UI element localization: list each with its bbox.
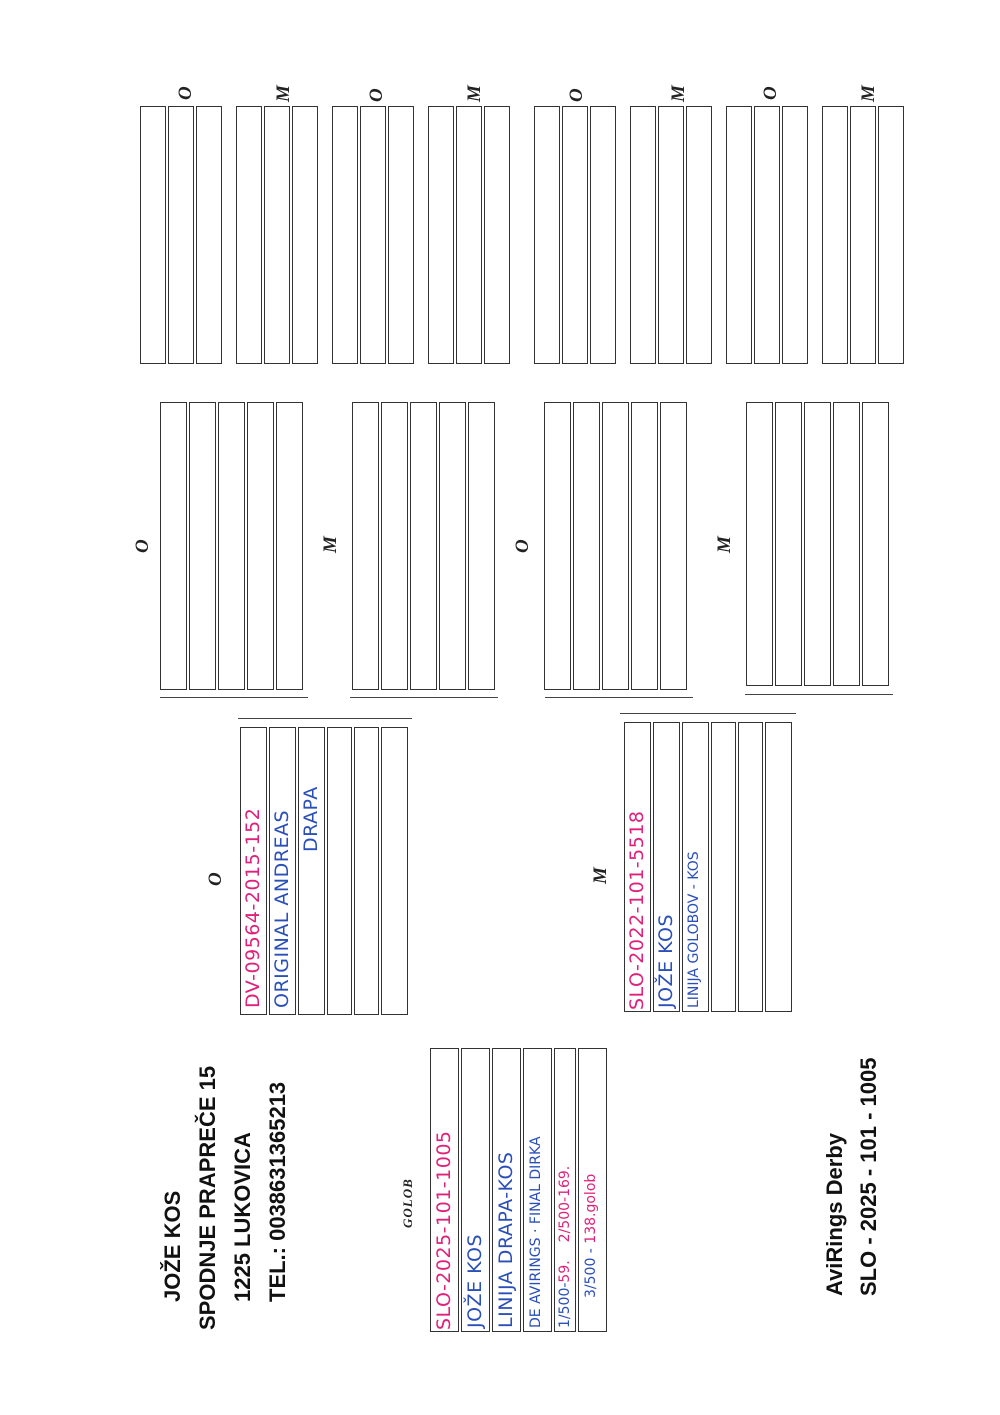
gen2-o1-box-4 bbox=[247, 402, 274, 690]
gen3-g2-box-3 bbox=[292, 106, 318, 364]
gen2-m2-box-4 bbox=[833, 402, 860, 686]
gen3-g7-box-1 bbox=[726, 106, 752, 364]
gen3-label-m-4: M bbox=[858, 85, 879, 102]
pigeon-label: GOLOB bbox=[400, 1178, 415, 1228]
gen3-g3-box-1 bbox=[332, 106, 358, 364]
pigeon-result-3 bbox=[583, 1174, 599, 1298]
owner-name: JOŽE KOS bbox=[160, 1190, 185, 1302]
gen2-o2-box-2 bbox=[573, 402, 600, 690]
gen3-g1-box-3 bbox=[196, 106, 222, 364]
pigeon-race-prefix: DE AVIRINGS bbox=[528, 1237, 544, 1328]
gen3-label-m-1: M bbox=[273, 85, 294, 102]
gen3-g6-box-1 bbox=[630, 106, 656, 364]
gen2-m1-box-4 bbox=[439, 402, 466, 690]
gen3-g3-box-3 bbox=[388, 106, 414, 364]
gen3-g7-box-2 bbox=[754, 106, 780, 364]
gen3-g5-box-2 bbox=[562, 106, 588, 364]
pigeon-results-1-2 bbox=[557, 1166, 573, 1328]
footer-ring: SLO - 2025 - 101 - 1005 bbox=[856, 1057, 881, 1296]
pigeon-result-3-suffix: 138.golob bbox=[583, 1173, 599, 1244]
gen2-m1-box-1 bbox=[352, 402, 379, 690]
gen3-g5-box-1 bbox=[534, 106, 560, 364]
gen2-m1-box-2 bbox=[381, 402, 408, 690]
gen2-divider-4 bbox=[745, 694, 893, 695]
father-line1: ORIGINAL ANDREAS bbox=[271, 809, 293, 1008]
gen3-label-o-1: O bbox=[175, 86, 196, 100]
gen3-g4-box-3 bbox=[484, 106, 510, 364]
gen3-g1-box-1 bbox=[140, 106, 166, 364]
gen2-m1-box-5 bbox=[468, 402, 495, 690]
gen2-o2-box-4 bbox=[631, 402, 658, 690]
gen2-divider-3 bbox=[545, 697, 693, 698]
pigeon-race-suffix: FINAL DIRKA bbox=[528, 1136, 544, 1225]
gen3-label-m-3: M bbox=[668, 85, 689, 102]
owner-city: 1225 LUKOVICA bbox=[230, 1132, 255, 1302]
father-line2: DRAPA bbox=[300, 786, 322, 852]
pigeon-result-3-prefix: 3/500 - bbox=[583, 1248, 599, 1298]
gen3-label-o-4: O bbox=[760, 86, 781, 100]
pigeon-ring: SLO-2025-101-1005 bbox=[433, 1130, 455, 1330]
gen3-g2-box-1 bbox=[236, 106, 262, 364]
gen2-o2-box-1 bbox=[544, 402, 571, 690]
pigeon-line: LINIJA DRAPA-KOS bbox=[495, 1151, 517, 1328]
gen2-o1-box-5 bbox=[276, 402, 303, 690]
father-ring: DV-09564-2015-152 bbox=[242, 807, 264, 1008]
gen3-g8-box-3 bbox=[878, 106, 904, 364]
father-box-3 bbox=[298, 727, 325, 1015]
mother-name: JOŽE KOS bbox=[655, 913, 677, 1008]
father-label: O bbox=[205, 872, 226, 886]
mother-label: M bbox=[590, 867, 611, 884]
gen3-label-o-2: O bbox=[366, 88, 387, 102]
pigeon-result-2: 2/500-169. bbox=[557, 1165, 573, 1243]
gen2-label-m-1: M bbox=[320, 536, 341, 553]
mother-box-6 bbox=[765, 722, 792, 1012]
gen3-g1-box-2 bbox=[168, 106, 194, 364]
gen2-o2-box-5 bbox=[660, 402, 687, 690]
gen3-label-m-2: M bbox=[464, 85, 485, 102]
mother-box-4 bbox=[711, 722, 736, 1012]
gen2-o2-box-3 bbox=[602, 402, 629, 690]
father-underline bbox=[238, 718, 412, 719]
gen3-g4-box-1 bbox=[428, 106, 454, 364]
owner-street: SPODNJE PRAPREČE 15 bbox=[195, 1065, 220, 1330]
gen2-label-m-2: M bbox=[714, 536, 735, 553]
gen2-o1-box-3 bbox=[218, 402, 245, 690]
gen2-m1-box-3 bbox=[410, 402, 437, 690]
gen2-o1-box-1 bbox=[160, 402, 187, 690]
mother-box-5 bbox=[738, 722, 763, 1012]
gen3-g4-box-2 bbox=[456, 106, 482, 364]
pigeon-result-1-prefix: 1/500- bbox=[557, 1282, 573, 1328]
gen3-g6-box-2 bbox=[658, 106, 684, 364]
gen2-m2-box-2 bbox=[775, 402, 802, 686]
mother-line: LINIJA GOLOBOV - KOS bbox=[686, 851, 702, 1008]
owner-phone: TEL.: 0038631365213 bbox=[265, 1081, 290, 1302]
father-box-5 bbox=[354, 727, 379, 1015]
footer-title: AviRings Derby bbox=[822, 1132, 847, 1296]
father-box-4 bbox=[327, 727, 352, 1015]
pigeon-result-1-value: 59. bbox=[557, 1260, 573, 1283]
mother-underline bbox=[620, 713, 796, 714]
gen3-g3-box-2 bbox=[360, 106, 386, 364]
gen3-g5-box-3 bbox=[590, 106, 616, 364]
gen3-g8-box-2 bbox=[850, 106, 876, 364]
gen3-g2-box-2 bbox=[264, 106, 290, 364]
gen2-m2-box-5 bbox=[862, 402, 889, 686]
mother-ring: SLO-2022-101-5518 bbox=[626, 810, 648, 1010]
father-box-6 bbox=[381, 727, 408, 1015]
gen3-g6-box-3 bbox=[686, 106, 712, 364]
gen2-m2-box-3 bbox=[804, 402, 831, 686]
gen2-o1-box-2 bbox=[189, 402, 216, 690]
gen2-divider-1 bbox=[160, 697, 308, 698]
gen3-label-o-3: O bbox=[566, 88, 587, 102]
gen2-label-o-1: O bbox=[132, 539, 153, 553]
pigeon-breeder: JOŽE KOS bbox=[464, 1233, 486, 1328]
gen2-m2-box-1 bbox=[746, 402, 773, 686]
gen2-divider-2 bbox=[350, 697, 498, 698]
gen3-g8-box-1 bbox=[822, 106, 848, 364]
pigeon-race: DE AVIRINGS · FINAL DIRKA bbox=[528, 1136, 544, 1328]
gen2-label-o-2: O bbox=[512, 539, 533, 553]
gen3-g7-box-3 bbox=[782, 106, 808, 364]
